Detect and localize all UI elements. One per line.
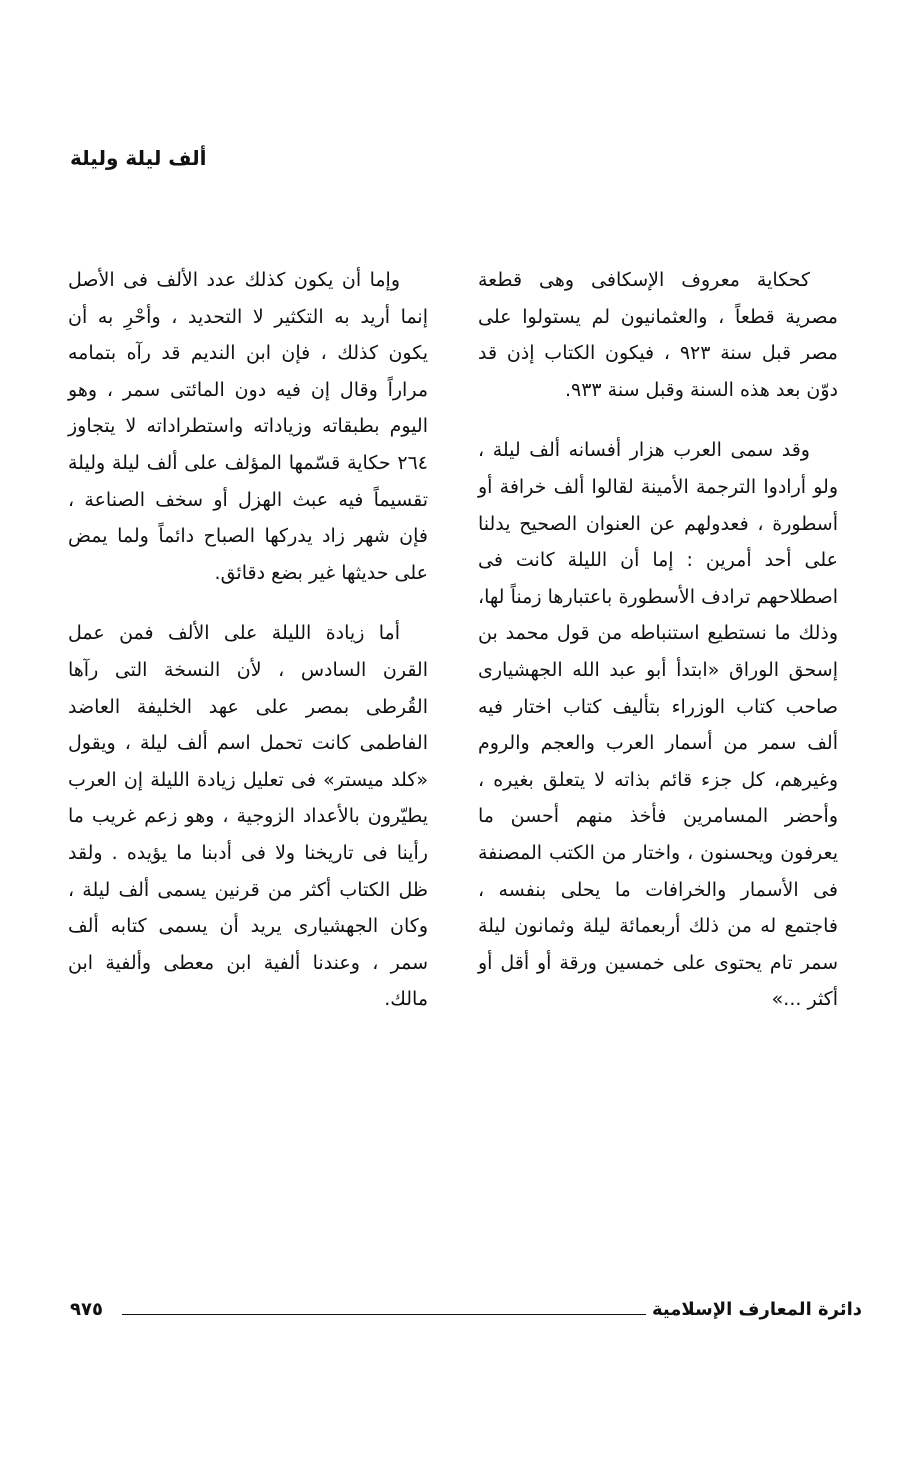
page-number: ٩٧٥ xyxy=(70,1299,103,1320)
publication-title: دائرة المعارف الإسلامية xyxy=(651,1299,862,1320)
paragraph: وإما أن يكون كذلك عدد الألف فى الأصل إنما أريد به التكثير لا التحديد ، وأحْرِ به أن يكون كذلك ، فإن ابن النديم قد رآه بتمامه مراراً وقال إن فيه دون المائتى سمر ، وهو اليوم بطبقاته وزياداته واستطراداته لا يتجاوز ٢٦٤ حكاية قسّمها المؤلف على ألف ليلة وليلة تقسيماً فيه عبث الهزل أو سخف الصناعة ، فإن شهر زاد يدركها الصباح دائماً ولما يمض على حديثها غير بضع دقائق. xyxy=(68,269,428,584)
page-footer xyxy=(70,1299,862,1329)
paragraph: وقد سمى العرب هزار أفسانه ألف ليلة ، ولو أرادوا الترجمة الأمينة لقالوا ألف خرافة أو أسطورة ، فعدولهم عن العنوان الصحيح يدلنا على أحد أمرين : إما أن الليلة كانت فى اصطلاحهم ترادف الأسطورة باعتبارها زمناً لها، وذلك ما نستطيع استنباطه من قول محمد بن إسحق الوراق «ابتدأ أبو عبد الله الجهشيارى صاحب كتاب الوزراء بتأليف كتاب اختار فيه ألف سمر من أسمار العرب والعجم والروم وغيرهم، كل جزء قائم بذاته لا يتعلق بغيره ، وأحضر المسامرين فأخذ منهم أحسن ما يعرفون ويحسنون ، واختار من الكتب المصنفة فى الأسمار والخرافات ما يحلى بنفسه ، فاجتمع له من ذلك أربعمائة ليلة وثمانون ليلة سمر تام يحتوى على خمسين ورقة أو أقل أو أكثر ...» xyxy=(478,439,838,1011)
running-title: ألف ليلة وليلة xyxy=(70,146,207,170)
paragraph: كحكاية معروف الإسكافى وهى قطعة مصرية قطعاً ، والعثمانيون لم يستولوا على مصر قبل سنة ٩٢٣ ، فيكون الكتاب إذن قد دوّن بعد هذه السنة وقبل سنة ٩٣٣. xyxy=(478,269,838,401)
paragraph: أما زيادة الليلة على الألف فمن عمل القرن السادس ، لأن النسخة التى رآها القُرطى بمصر على عهد الخليفة العاضد الفاطمى كانت تحمل اسم ألف ليلة ، ويقول «كلد ميستر» فى تعليل زيادة الليلة إن العرب يطيّرون بالأعداد الزوجية ، وهو زعم غريب ما رأينا فى تاريخنا ولا فى أدبنا ما يؤيده . ولقد ظل الكتاب أكثر من قرنين يسمى ألف ليلة ، وكان الجهشيارى يريد أن يسمى كتابه ألف سمر ، وعندنا ألفية ابن معطى وألفية ابن مالك. xyxy=(68,622,428,1011)
text-column-left xyxy=(68,262,428,1018)
text-column-right xyxy=(478,262,838,1018)
footer-rule xyxy=(122,1314,646,1315)
